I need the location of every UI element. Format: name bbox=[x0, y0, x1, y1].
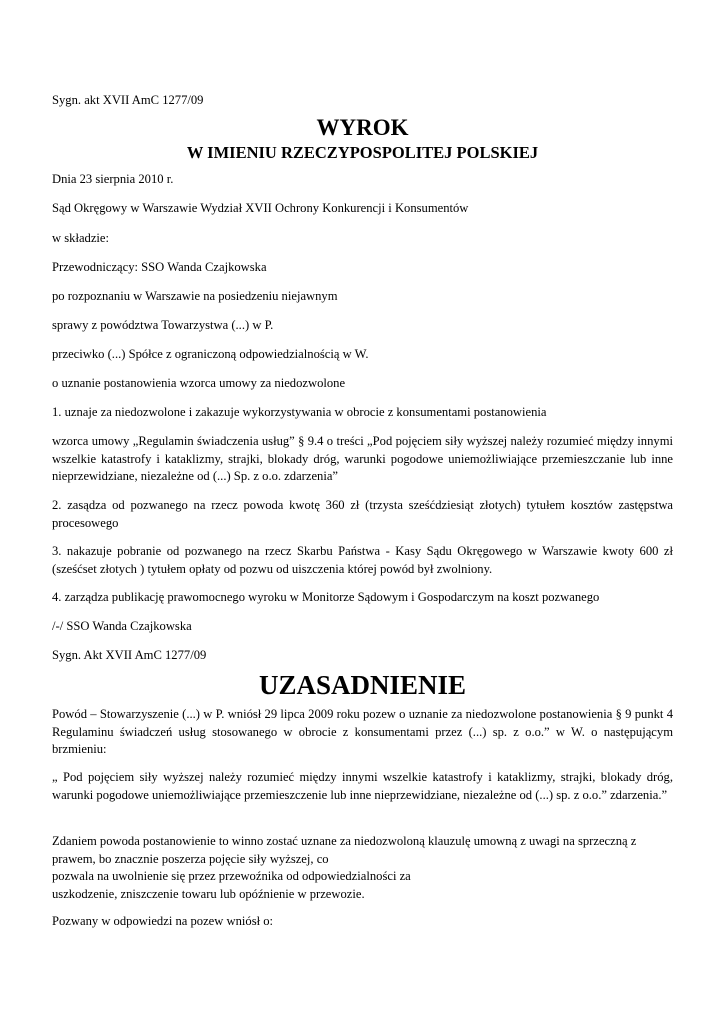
justification-paragraph-3-line-1: Zdaniem powoda postanowienie to winno zostać uznane za niedozwoloną klauzulę umowną z uwagi na sprzeczną z prawem, bo znacznie poszerza pojęcie siły wyższej, co bbox=[52, 834, 637, 866]
document-subtitle: W IMIENIU RZECZYPOSPOLITEJ POLSKIEJ bbox=[186, 143, 539, 162]
justification-paragraph-4: Pozwany w odpowiedzi na pozew wniósł o: bbox=[52, 914, 274, 928]
justification-paragraph-3-line-3: uszkodzenie, zniszczenie towaru lub opóźnienie w przewozie. bbox=[52, 886, 365, 901]
plaintiff-info: sprawy z powództwa Towarzystwa (...) w P. bbox=[52, 318, 274, 332]
ruling-point-4: 4. zarządza publikację prawomocnego wyroku w Monitorze Sądowym i Gospodarczym na koszt pozwanego bbox=[52, 590, 600, 604]
hearing-info: po rozpoznaniu w Warszawie na posiedzeniu niejawnym bbox=[52, 289, 338, 303]
composition-label: w składzie: bbox=[52, 231, 110, 245]
court-name: Sąd Okręgowy w Warszawie Wydział XVII Ochrony Konkurencji i Konsumentów bbox=[52, 201, 469, 215]
justification-title: UZASADNIENIE bbox=[258, 670, 467, 700]
ruling-point-3: 3. nakazuje pobranie od pozwanego na rzecz Skarbu Państwa - Kasy Sądu Okręgowego w Warszawie kwoty 600 zł (sześćset złotych ) tytułem opłaty od pozwu od uiszczenia której powód był zwolniony. bbox=[52, 544, 673, 576]
judge-signature: /-/ SSO Wanda Czajkowska bbox=[52, 619, 192, 633]
defendant-info: przeciwko (...) Spółce z ograniczoną odpowiedzialnością w W. bbox=[52, 347, 369, 361]
presiding-judge: Przewodniczący: SSO Wanda Czajkowska bbox=[52, 260, 267, 274]
case-signature-top: Sygn. akt XVII AmC 1277/09 bbox=[52, 93, 204, 107]
ruling-point-2: 2. zasądza od pozwanego na rzecz powoda kwotę 360 zł (trzysta sześćdziesiąt złotych) tytułem kosztów zastępstwa procesowego bbox=[52, 498, 673, 530]
case-subject: o uznanie postanowienia wzorca umowy za niedozwolone bbox=[52, 376, 346, 390]
justification-paragraph-3 bbox=[52, 833, 673, 903]
contested-clause: wzorca umowy „Regulamin świadczenia usług” § 9.4 o treści „Pod pojęciem siły wyższej należy rozumieć między innymi wszelkie katastrofy i kataklizmy, strajki, blokady dróg, warunki pogodowe uniemożliwiające przemieszczanie lub inne nieprzewidziane, niezależne od (...) Sp. z o.o. zdarzenia” bbox=[52, 434, 673, 483]
justification-paragraph-2: „ Pod pojęciem siły wyższej należy rozumieć między innymi wszelkie katastrofy i kataklizmy, strajki, blokady dróg, warunki pogodowe uniemożliwiające przemieszczenie lub inne nieprzewidziane, niezależne od (...) sp. z o.o.” zdarzenia.” bbox=[52, 770, 673, 802]
judgment-date: Dnia 23 sierpnia 2010 r. bbox=[52, 172, 174, 186]
case-signature-bottom: Sygn. Akt XVII AmC 1277/09 bbox=[52, 648, 207, 662]
document-title: WYROK bbox=[316, 115, 409, 140]
justification-paragraph-3-line-2: pozwala na uwolnienie się przez przewoźnika od odpowiedzialności za bbox=[52, 869, 411, 883]
ruling-point-1: 1. uznaje za niedozwolone i zakazuje wykorzystywania w obrocie z konsumentami postanowienia bbox=[52, 405, 547, 419]
justification-paragraph-1: Powód – Stowarzyszenie (...) w P. wniósł 29 lipca 2009 roku pozew o uznanie za niedozwolone postanowienia § 9 punkt 4 Regulaminu świadczeń usług stosowanego w obrocie z konsumentami przez (...) sp. z o.o.” w W. o następującym brzmieniu: bbox=[52, 707, 673, 756]
